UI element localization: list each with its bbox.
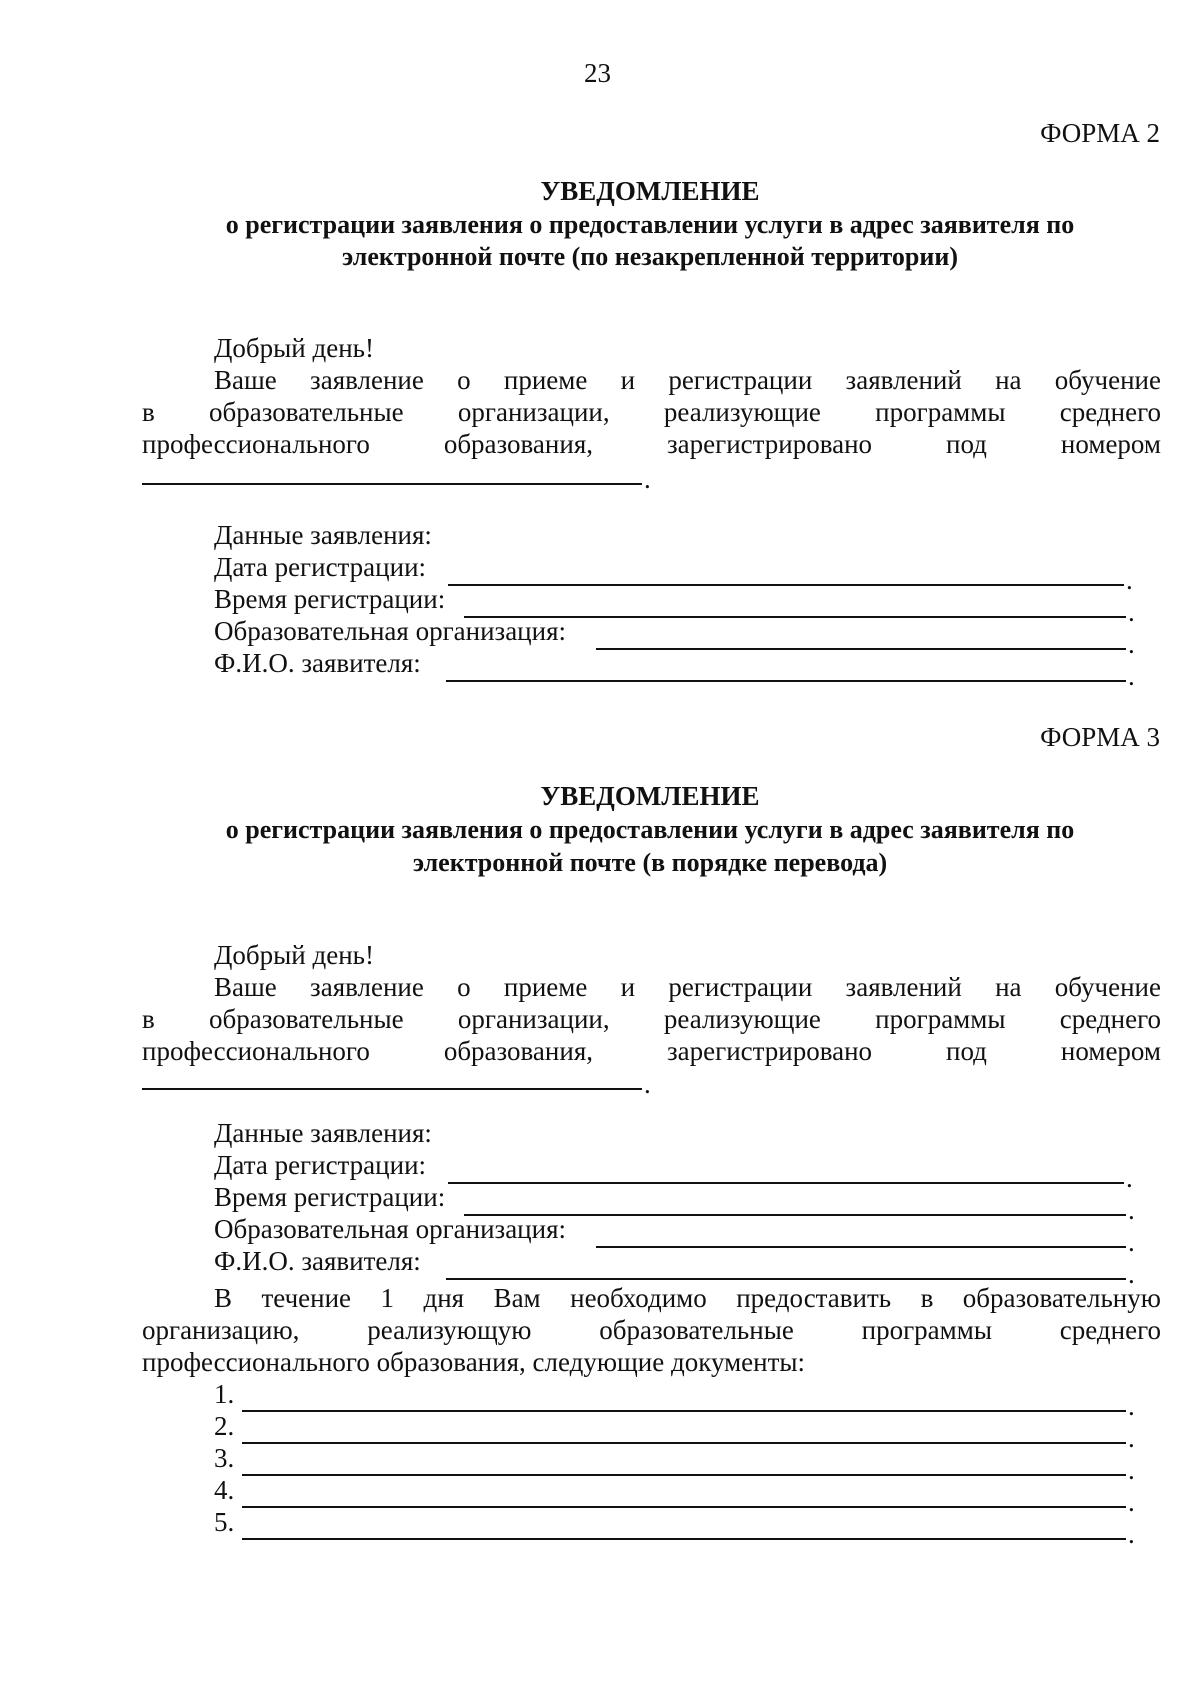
word: В [214,1283,233,1313]
word: на [995,365,1022,395]
applicant-blank [446,680,1126,682]
word: организацию, [142,1315,300,1345]
period: . [1128,1423,1135,1453]
date-blank [448,584,1124,586]
period: . [1128,629,1135,659]
word: организации, [457,1004,610,1034]
doc-item-number: 5. [214,1507,235,1537]
paragraph-line-3 [142,1036,1161,1067]
word: заявление [310,365,424,395]
word: Ваше [214,365,277,395]
word: реализующие [663,397,821,427]
doc-item-blank [242,1506,1126,1508]
form-subtitle-line1: о регистрации заявления о предоставлении услуги в адрес заявителя по [225,210,1075,239]
period: . [644,1069,651,1099]
form-subtitle-line2: электронной почте (по незакрепленной территории) [341,242,958,271]
doc-item-number: 3. [214,1443,235,1473]
word: приеме [503,365,588,395]
word: номером [1060,1036,1161,1066]
greeting: Добрый день! [214,333,374,363]
word: заявлений [845,972,962,1002]
paragraph-line-2 [142,397,1161,428]
word: в [142,397,155,427]
doc-item-number: 1. [214,1379,235,1409]
word: заявлений [845,365,962,395]
word: программы [875,397,1006,427]
period: . [1128,1455,1135,1485]
form-label: ФОРМА 2 [1040,118,1160,148]
doc-item-number: 2. [214,1411,235,1441]
form-subtitle-line2: электронной почте (в порядке перевода) [412,848,888,877]
word: и [620,972,636,1002]
word: среднего [1059,1315,1161,1345]
word: образования, [443,429,593,459]
documents-line-1 [214,1283,1161,1314]
word: течение [261,1283,352,1313]
registration-number-blank [142,1088,642,1090]
word: среднего [1059,397,1161,427]
word: о [457,972,471,1002]
data-heading: Данные заявления: [214,520,432,550]
field-label-organization: Образовательная организация: [214,616,567,646]
paragraph-line-1 [214,365,1161,396]
word: Вам [493,1283,541,1313]
organization-blank [596,648,1126,650]
applicant-blank [446,1278,1126,1280]
doc-item-blank [242,1538,1126,1540]
field-label-date: Дата регистрации: [214,1150,427,1180]
field-label-time: Время регистрации: [214,584,446,614]
word: под [946,1036,987,1066]
word: необходимо [570,1283,707,1313]
word: обучение [1054,972,1161,1002]
page-number: 23 [584,58,611,88]
date-blank [448,1182,1124,1184]
word: Ваше [214,972,277,1002]
registration-number-blank [142,483,642,485]
word: зарегистрировано [666,1036,873,1066]
greeting: Добрый день! [214,940,374,970]
form-title: УВЕДОМЛЕНИЕ [540,781,760,811]
word: регистрации [668,365,813,395]
word: номером [1060,429,1161,459]
paragraph-line-2 [142,1004,1161,1035]
paragraph-line-1 [214,972,1161,1003]
word: дня [423,1283,465,1313]
word: обучение [1054,365,1161,395]
paragraph-line-3 [142,429,1161,460]
field-label-applicant: Ф.И.О. заявителя: [214,1246,421,1276]
word: организации, [457,397,610,427]
word: регистрации [668,972,813,1002]
period: . [1126,1163,1133,1193]
field-label-time: Время регистрации: [214,1182,446,1212]
word: среднего [1059,1004,1161,1034]
form-title: УВЕДОМЛЕНИЕ [540,176,760,206]
period: . [1128,1519,1135,1549]
period: . [644,464,651,494]
doc-item-blank [242,1474,1126,1476]
period: . [1128,1391,1135,1421]
word: предоставить [736,1283,892,1313]
period: . [1128,1227,1135,1257]
word: образовательную [962,1283,1161,1313]
period: . [1128,661,1135,691]
period: . [1128,1195,1135,1225]
word: профессионального [142,1036,370,1066]
word: образования, [443,1036,593,1066]
period: . [1128,1259,1135,1289]
word: под [946,429,987,459]
period: . [1126,565,1133,595]
documents-line-3: профессионального образования, следующие документы: [142,1347,806,1377]
doc-item-blank [242,1442,1126,1444]
field-label-applicant: Ф.И.О. заявителя: [214,648,421,678]
doc-item-blank [242,1410,1126,1412]
word: реализующую [367,1315,532,1345]
data-heading: Данные заявления: [214,1118,432,1148]
word: образовательные [599,1315,794,1345]
form-subtitle-line1: о регистрации заявления о предоставлении услуги в адрес заявителя по [225,815,1075,844]
organization-blank [596,1246,1126,1248]
field-label-organization: Образовательная организация: [214,1214,567,1244]
word: реализующие [663,1004,821,1034]
field-label-date: Дата регистрации: [214,552,427,582]
word: программы [875,1004,1006,1034]
word: зарегистрировано [666,429,873,459]
word: образовательные [209,1004,404,1034]
word: и [620,365,636,395]
doc-item-number: 4. [214,1475,235,1505]
documents-line-2 [142,1315,1161,1346]
form-label: ФОРМА 3 [1040,722,1160,752]
word: 1 [380,1283,395,1313]
word: в [142,1004,155,1034]
word: о [457,365,471,395]
word: программы [861,1315,992,1345]
period: . [1128,1487,1135,1517]
word: образовательные [209,397,404,427]
period: . [1128,597,1135,627]
word: заявление [310,972,424,1002]
word: на [995,972,1022,1002]
word: профессионального [142,429,370,459]
word: приеме [503,972,588,1002]
word: в [920,1283,934,1313]
